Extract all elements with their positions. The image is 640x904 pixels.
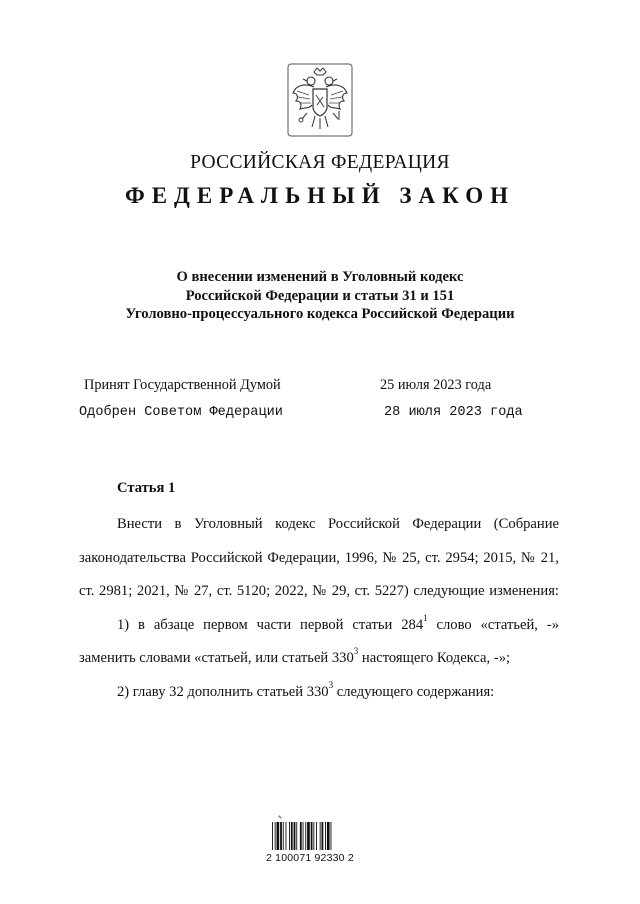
council-approval-date: 28 июля 2023 года bbox=[384, 405, 523, 420]
law-title-line: Российской Федерации и статьи 31 и 151 bbox=[185, 287, 455, 304]
barcode-bar bbox=[311, 822, 313, 850]
barcode-bar bbox=[300, 822, 302, 850]
item-1-continuation: заменить словами «статьей, или статьей $330^3$ настоящего Кодекса, -»; bbox=[79, 646, 511, 666]
law-title bbox=[60, 268, 580, 324]
barcode-bar bbox=[331, 822, 332, 850]
item-2-line: 2) главу 32 дополнить статьей $330^3$ следующего содержания: bbox=[117, 679, 495, 700]
barcode-bar bbox=[320, 822, 321, 850]
barcode-bar bbox=[286, 822, 287, 850]
barcode-bar bbox=[294, 822, 296, 850]
duma-adoption-label: Принят Государственной Думой bbox=[84, 377, 281, 393]
intro-line: законодательства Российской Федерации, 1996, № 25, ст. 2954; 2015, № 21, bbox=[79, 549, 559, 566]
country-name: РОССИЙСКАЯ ФЕДЕРАЦИЯ bbox=[190, 152, 450, 173]
barcode-bar bbox=[272, 822, 273, 850]
barcode-number: 2 100071 92330 2 bbox=[266, 852, 354, 864]
barcode-bar bbox=[289, 822, 290, 850]
item-1-line: 1) в абзаце первом части первой статьи $284^1$ слово «статьей, -» bbox=[117, 612, 559, 633]
barcode-bar bbox=[325, 822, 326, 850]
law-title-line: Уголовно-процессуального кодекса Российской Федерации bbox=[125, 306, 515, 322]
duma-adoption-date: 25 июля 2023 года bbox=[380, 377, 492, 393]
barcode-bar bbox=[305, 822, 306, 850]
barcode-bar bbox=[291, 822, 293, 850]
svg-text:✎: ✎ bbox=[278, 815, 283, 821]
barcode-bar bbox=[303, 822, 304, 850]
barcode-bar bbox=[280, 822, 282, 850]
barcode-bar bbox=[316, 822, 317, 850]
barcode-bar bbox=[322, 822, 324, 850]
article-heading: Статья 1 bbox=[117, 480, 176, 496]
law-title-line: О внесении изменений в Уголовный кодекс bbox=[176, 269, 464, 285]
barcode-bar bbox=[275, 822, 276, 850]
intro-line: ст. 2981; 2021, № 27, ст. 5120; 2022, № 29, ст. 5227) следующие изменения: bbox=[79, 583, 559, 599]
article-body bbox=[79, 508, 559, 709]
barcode-icon bbox=[264, 812, 354, 874]
barcode-bar bbox=[327, 822, 330, 850]
barcode-bar bbox=[283, 822, 284, 850]
barcode-bar bbox=[313, 822, 314, 850]
barcode-bar bbox=[277, 822, 280, 850]
intro-line: Внести в Уголовный кодекс Российской Федерации (Собрание bbox=[117, 516, 559, 532]
barcode-bar bbox=[296, 822, 297, 850]
law-type-heading: ФЕДЕРАЛЬНЫЙ ЗАКОН bbox=[124, 183, 516, 208]
council-approval-label: Одобрен Советом Федерации bbox=[79, 405, 283, 420]
russian-coat-of-arms-icon bbox=[287, 63, 353, 137]
barcode-bar bbox=[307, 822, 310, 850]
